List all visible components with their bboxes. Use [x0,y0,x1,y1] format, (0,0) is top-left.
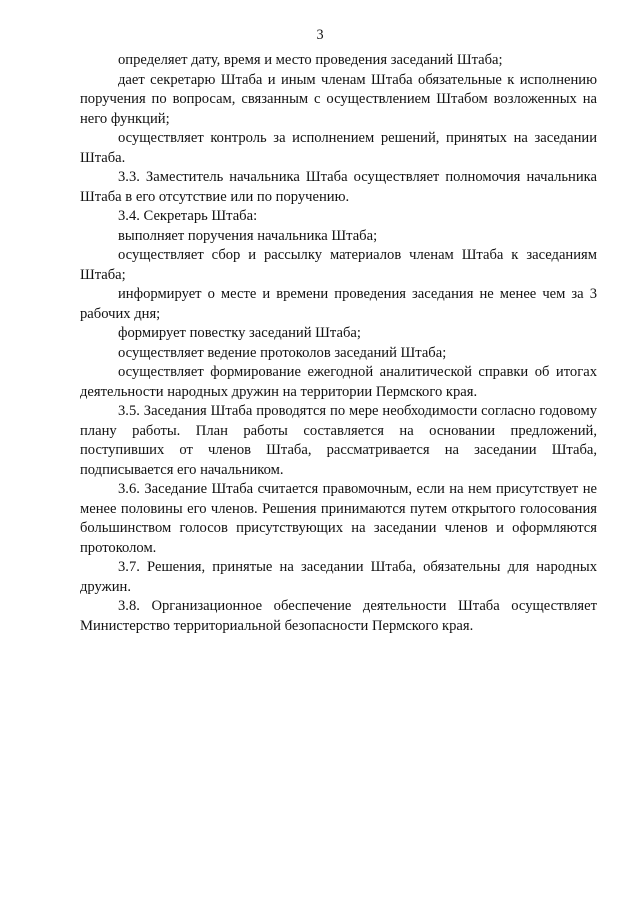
paragraph-secretary-minutes: осуществляет ведение протоколов заседаний Штаба; [118,344,447,361]
paragraph-chief-controls-decisions: осуществляет контроль за исполнением решений, принятых на заседании Штаба. [80,130,597,166]
paragraph-chief-sets-date: определяет дату, время и место проведения заседаний Штаба; [118,52,503,68]
document-body [80,51,597,636]
paragraph-secretary-agenda: формирует повестку заседаний Штаба; [118,325,361,341]
paragraph-secretary-executes-orders: выполняет поручения начальника Штаба; [118,227,378,244]
paragraph-secretary-informs: информирует о месте и времени проведения заседания не менее чем за 3 рабочих дня; [80,286,597,322]
paragraph-3-4-secretary: 3.4. Секретарь Штаба: [118,208,258,224]
paragraph-3-8-support: 3.8. Организационное обеспечение деятельности Штаба осуществляет Министерство территориальной безопасности Пермского края. [80,598,597,634]
page-number: 3 [316,27,324,43]
paragraph-3-5-meetings: 3.5. Заседания Штаба проводятся по мере необходимости согласно годовому плану работы. План работы составляется на основании предложений, поступивших от членов Штаба, рассматривается на заседании Штаба, подписывается его начальником. [80,403,597,478]
paragraph-chief-gives-orders: дает секретарю Штаба и иным членам Штаба обязательные к исполнению поручения по вопросам, связанным с осуществлением Штабом возложенных на него функций; [80,71,597,127]
paragraph-secretary-annual-report: осуществляет формирование ежегодной аналитической справки об итогах деятельности народных дружин на территории Пермского края. [80,364,597,400]
paragraph-3-3-deputy: 3.3. Заместитель начальника Штаба осуществляет полномочия начальника Штаба в его отсутствие или по поручению. [80,169,597,205]
paragraph-3-6-quorum: 3.6. Заседание Штаба считается правомочным, если на нем присутствует не менее половины его членов. Решения принимаются путем открытого голосования большинством голосов присутствующих на заседании членов и оформляются протоколом. [80,481,597,556]
paragraph-3-7-decisions: 3.7. Решения, принятые на заседании Штаба, обязательны для народных дружин. [80,559,597,595]
paragraph-secretary-collects-materials: осуществляет сбор и рассылку материалов членам Штаба к заседаниям Штаба; [80,247,597,283]
